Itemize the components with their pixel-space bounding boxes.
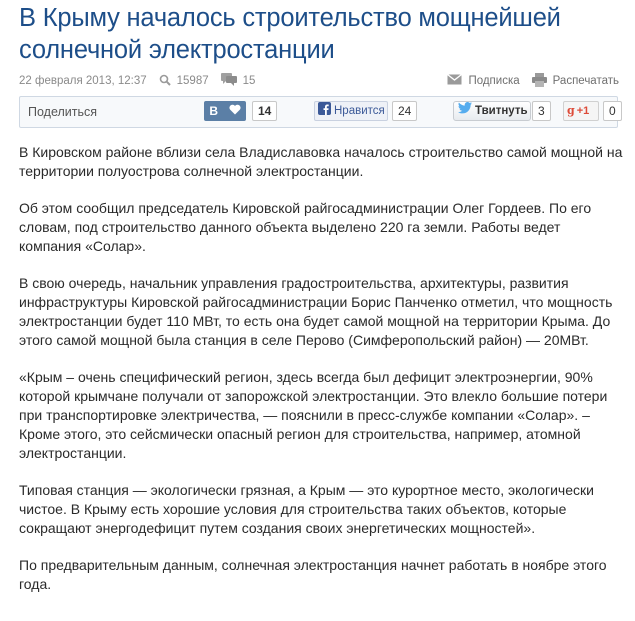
speech-bubble-icon [221,73,237,89]
heart-icon [229,104,241,118]
article-paragraph: По предварительным данным, солнечная электростанция начнет работать в ноябре этого года. [19,557,607,592]
twitter-tweet-button[interactable] [453,101,531,121]
gplus-g-icon: g [567,104,575,117]
gplus-label: +1 [576,105,590,117]
share-bar [19,96,618,128]
envelope-icon[interactable] [447,74,462,88]
article-paragraph: Об этом сообщил председатель Кировской райгосадминистрации Олег Гордеев. По его словам, под строительство данного объекта выделено 220 га земли. Работы ведет компания «Солар». [19,200,592,254]
article-title: В Крыму началось строительство мощнейшей солнечной электростанции [19,4,561,64]
printer-icon[interactable] [532,73,547,90]
vk-share-count: 14 [252,101,277,121]
share-label: Поделиться [28,105,98,119]
article-paragraph: «Крым – очень специфический регион, здесь всегда был дефицит электроэнергии, 90% которой крымчане получали от запорожской электростанции. Это влекло большие потери при транспортировке электричества, — пояснили в пресс-службе компании «Солар». – Кроме этого, это сейсмически опасный регион для строительства, например, атомной электростанции. [19,369,608,461]
article-meta [19,72,619,90]
facebook-icon [318,102,331,121]
facebook-like-count: 24 [392,101,417,121]
gplus-count: 0 [603,101,622,121]
publish-date: 22 февраля 2013, 12:37 [19,75,147,87]
twitter-tweet-label: Твитнуть [475,105,528,117]
magnifier-icon [159,74,171,89]
print-link[interactable]: Распечатать [552,75,619,87]
article-paragraph: В свою очередь, начальник управления градостроительства, архитектуры, развития инфраструктуры Кировской райгосадминистрации Борис Панченко отметил, что мощность электростанции будет 110 МВт, то есть она будет самой мощной на территории Крыма. До этого самой мощной была станция в селе Перово (Симферопольский район) — 20МВт. [19,275,613,348]
twitter-tweet-count: 3 [532,101,551,121]
subscribe-link[interactable]: Подписка [468,75,520,87]
vk-logo-letter: В [209,104,218,118]
twitter-bird-icon [458,102,472,120]
article-paragraph: В Кировском районе вблизи села Владиславовка началось строительство самой мощной на территории полуострова солнечной электростанции. [19,144,623,179]
facebook-like-button[interactable] [314,101,388,121]
article-body [19,143,625,612]
view-count: 15987 [176,75,209,87]
vk-share-button[interactable] [204,101,246,121]
comment-count[interactable]: 15 [242,75,256,87]
article-paragraph: Типовая станция — экологически грязная, а Крым — это курортное место, экологически чистое. В Крыму есть хорошие условия для строительства таких объектов, которые сокращают энергодефицит путем создания своих энергетических мощностей». [19,482,594,536]
gplus-button[interactable] [563,101,599,121]
facebook-like-label: Нравится [334,105,385,117]
